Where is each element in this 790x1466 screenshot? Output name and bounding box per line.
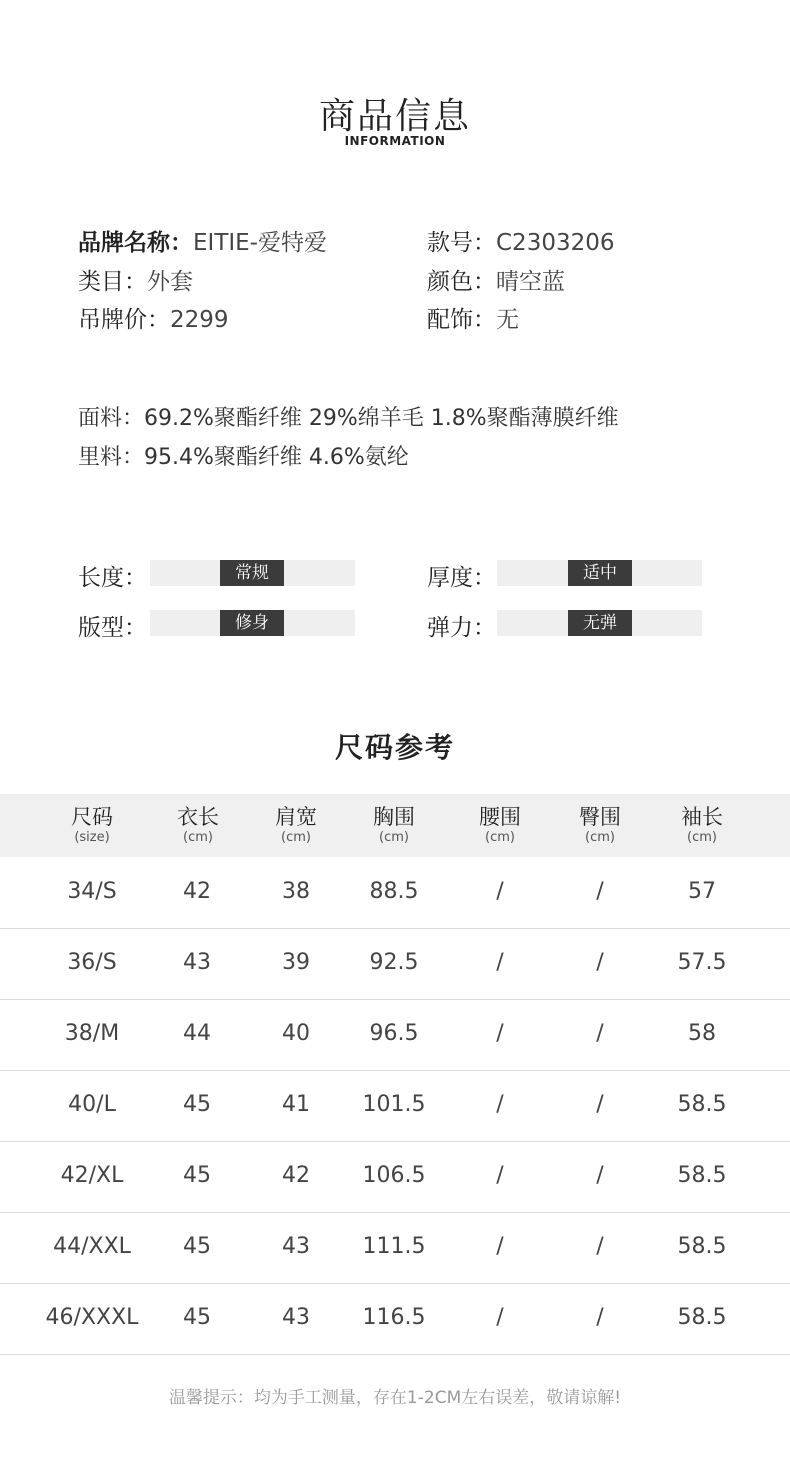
- header-waist-name: 腰围: [479, 805, 521, 829]
- style-number-label: 款号：: [427, 230, 496, 256]
- table-row: [0, 857, 790, 929]
- accessory-label: 配饰：: [427, 307, 496, 333]
- cell-sleeve: 58.5: [677, 1234, 727, 1259]
- elasticity-label: 弹力：: [427, 615, 496, 641]
- cell-length: 44: [183, 1021, 211, 1046]
- cell-size: 36/S: [67, 950, 117, 975]
- header-chest: [344, 804, 444, 846]
- cell-chest: 116.5: [362, 1305, 426, 1330]
- lining-fabric: 里料：95.4%聚酯纤维 4.6%氨纶: [78, 445, 409, 470]
- table-row: [0, 1283, 790, 1355]
- cell-hip: /: [596, 1021, 604, 1046]
- cell-size: 38/M: [64, 1021, 120, 1046]
- thickness-value-chip: 适中: [568, 560, 632, 586]
- cell-sleeve: 58.5: [677, 1305, 727, 1330]
- cell-length: 42: [183, 879, 211, 904]
- length-scale: [150, 560, 355, 586]
- cell-size: 42/XL: [60, 1163, 124, 1188]
- cell-size: 40/L: [68, 1092, 116, 1117]
- header-length-unit: (cm): [183, 830, 213, 845]
- header-size: [42, 804, 142, 846]
- cell-sleeve: 58.5: [677, 1092, 727, 1117]
- color-label: 颜色：: [427, 269, 496, 295]
- color-value: 晴空蓝: [496, 269, 565, 295]
- cell-hip: /: [596, 1163, 604, 1188]
- cell-chest: 96.5: [369, 1021, 419, 1046]
- size-table-title: 尺码参考: [334, 731, 455, 764]
- cell-waist: /: [496, 1021, 504, 1046]
- brand-label: 品牌名称：: [78, 230, 193, 256]
- cell-shoulder: 41: [282, 1092, 310, 1117]
- cell-length: 45: [183, 1092, 211, 1117]
- cell-length: 45: [183, 1305, 211, 1330]
- style-number-info: [427, 224, 615, 257]
- cell-hip: /: [596, 879, 604, 904]
- length-value-chip: 常规: [220, 560, 284, 586]
- table-row: [0, 1212, 790, 1284]
- cell-sleeve: 58: [688, 1021, 716, 1046]
- header-shoulder-name: 肩宽: [275, 805, 317, 829]
- thickness-scale: [497, 560, 702, 586]
- header-waist: [450, 804, 550, 846]
- cell-waist: /: [496, 1234, 504, 1259]
- cell-chest: 92.5: [369, 950, 419, 975]
- cell-chest: 88.5: [369, 879, 419, 904]
- header-size-unit: (size): [74, 830, 110, 845]
- table-row: [0, 1141, 790, 1213]
- length-label: 长度：: [78, 565, 147, 591]
- cell-hip: /: [596, 1305, 604, 1330]
- accessory-value: 无: [496, 307, 519, 333]
- header-shoulder-unit: (cm): [281, 830, 311, 845]
- header-length-name: 衣长: [177, 805, 219, 829]
- price-value: 2299: [170, 307, 229, 333]
- header-sleeve: [652, 804, 752, 846]
- cell-sleeve: 57.5: [677, 950, 727, 975]
- brand-info: [78, 224, 327, 257]
- fit-value-chip: 修身: [220, 610, 284, 636]
- style-number-value: C2303206: [496, 230, 615, 256]
- elasticity-value-chip: 无弹: [568, 610, 632, 636]
- fit-scale: [150, 610, 355, 636]
- cell-hip: /: [596, 1092, 604, 1117]
- cell-chest: 111.5: [362, 1234, 426, 1259]
- cell-size: 46/XXXL: [45, 1305, 139, 1330]
- cell-shoulder: 43: [282, 1234, 310, 1259]
- table-row: [0, 999, 790, 1071]
- cell-shoulder: 42: [282, 1163, 310, 1188]
- cell-waist: /: [496, 879, 504, 904]
- page-subtitle: INFORMATION: [344, 134, 446, 148]
- cell-hip: /: [596, 1234, 604, 1259]
- header-hip-unit: (cm): [585, 830, 615, 845]
- cell-shoulder: 43: [282, 1305, 310, 1330]
- elasticity-scale: [497, 610, 702, 636]
- cell-length: 45: [183, 1163, 211, 1188]
- cell-waist: /: [496, 1163, 504, 1188]
- cell-size: 44/XXL: [53, 1234, 131, 1259]
- cell-sleeve: 58.5: [677, 1163, 727, 1188]
- cell-waist: /: [496, 950, 504, 975]
- cell-chest: 106.5: [362, 1163, 426, 1188]
- cell-shoulder: 38: [282, 879, 310, 904]
- header-sleeve-unit: (cm): [687, 830, 717, 845]
- size-table-header: [0, 794, 790, 857]
- header-hip: [550, 804, 650, 846]
- cell-chest: 101.5: [362, 1092, 426, 1117]
- header-chest-name: 胸围: [373, 805, 415, 829]
- cell-hip: /: [596, 950, 604, 975]
- brand-value: EITIE-爱特爱: [193, 230, 327, 256]
- header-size-name: 尺码: [71, 805, 113, 829]
- cell-waist: /: [496, 1092, 504, 1117]
- price-label: 吊牌价：: [78, 307, 170, 333]
- cell-shoulder: 40: [282, 1021, 310, 1046]
- shell-fabric: 面料：69.2%聚酯纤维 29%绵羊毛 1.8%聚酯薄膜纤维: [78, 406, 619, 431]
- header-sleeve-name: 袖长: [681, 805, 723, 829]
- cell-waist: /: [496, 1305, 504, 1330]
- cell-length: 43: [183, 950, 211, 975]
- header-hip-name: 臀围: [579, 805, 621, 829]
- color-info: [427, 263, 565, 296]
- header-length: [148, 804, 248, 846]
- thickness-label: 厚度：: [427, 565, 496, 591]
- cell-size: 34/S: [67, 879, 117, 904]
- category-value: 外套: [147, 269, 193, 295]
- header-waist-unit: (cm): [485, 830, 515, 845]
- cell-shoulder: 39: [282, 950, 310, 975]
- category-label: 类目：: [78, 269, 147, 295]
- header-shoulder: [246, 804, 346, 846]
- category-info: [78, 263, 193, 296]
- page-title: 商品信息: [318, 96, 471, 137]
- fit-label: 版型：: [78, 615, 147, 641]
- price-info: [78, 301, 229, 334]
- cell-sleeve: 57: [688, 879, 716, 904]
- header-chest-unit: (cm): [379, 830, 409, 845]
- measurement-note: 温馨提示：均为手工测量，存在1-2CM左右误差，敬请谅解!: [168, 1388, 622, 1408]
- accessory-info: [427, 301, 519, 334]
- cell-length: 45: [183, 1234, 211, 1259]
- table-row: [0, 1070, 790, 1142]
- table-row: [0, 928, 790, 1000]
